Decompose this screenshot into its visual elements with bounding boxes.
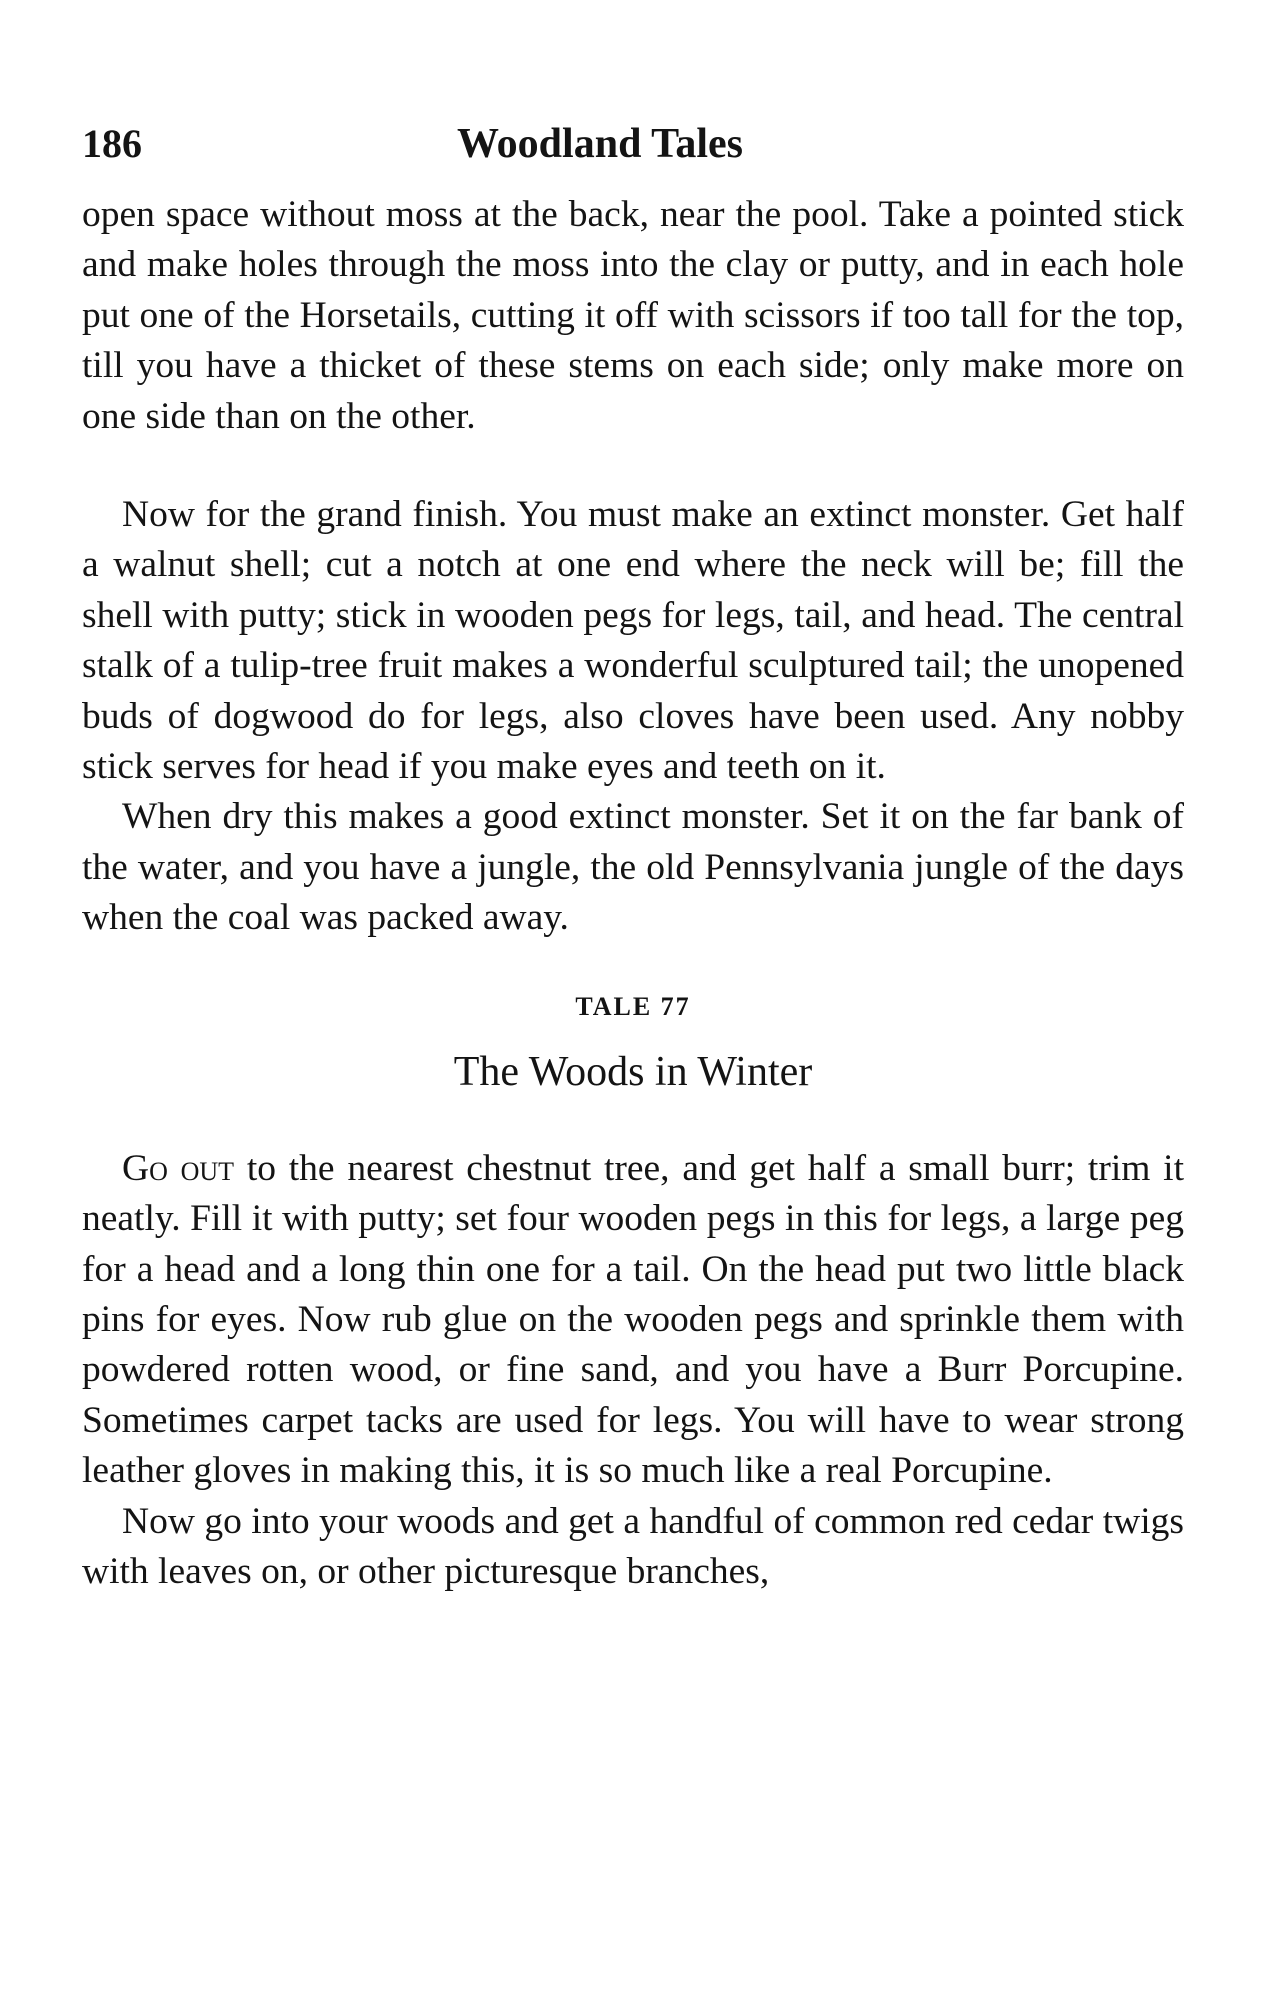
- page-number: 186: [82, 121, 142, 166]
- paragraph-burr-porcupine-text: to the nearest chestnut tree, and get half a small burr; trim it neatly. Fill it with putty; set four wooden pegs in this for legs, a large peg for a head and a long thin one for a tail. On the head put two little black pins for eyes. Now rub glue on the wooden pegs and sprinkle them with powdered rotten wood, or fine sand, and you have a Burr Porcupine. Sometimes carpet tacks are used for legs. You will have to wear strong leather gloves in making this, it is so much like a real Porcupine.: [82, 1147, 1185, 1492]
- paragraph-jungle: When dry this makes a good extinct monster. Set it on the far bank of the water, and you have a jungle, the old Pennsylvania jungle of the days when the coal was packed away.: [82, 796, 1184, 939]
- book-title: Woodland Tales: [457, 121, 743, 167]
- running-head: [82, 120, 1184, 184]
- opening-words: Go out: [122, 1147, 235, 1189]
- book-page: [82, 120, 1184, 1597]
- paragraph-gap: [82, 442, 1184, 490]
- tale-label: TALE 77: [575, 991, 691, 1021]
- paragraph-extinct-monster: Now for the grand finish. You must make an extinct monster. Get half a walnut shell; cut a notch at one end where the neck will be; fill the shell with putty; stick in wooden pegs for legs, tail, and head. The central stalk of a tulip-tree fruit makes a wonderful sculptured tail; the unopened buds of dogwood do for legs, also cloves have been used. Any nobby stick serves for head if you make eyes and teeth on it.: [82, 494, 1184, 788]
- title-gap: [82, 1100, 1184, 1144]
- tale-title: The Woods in Winter: [453, 1048, 813, 1095]
- paragraph-burr-porcupine: [82, 1144, 1184, 1497]
- paragraph-cedar-twigs: Now go into your woods and get a handful of common red cedar twigs with leaves on, or other picturesque branches,: [82, 1500, 1184, 1592]
- paragraph-continued: open space without moss at the back, near the pool. Take a pointed stick and make holes through the moss into the clay or putty, and in each hole put one of the Horsetails, cutting it off with scissors if too tall for the top, till you have a thicket of these stems on each side; only make more on one side than on the other.: [82, 194, 1184, 437]
